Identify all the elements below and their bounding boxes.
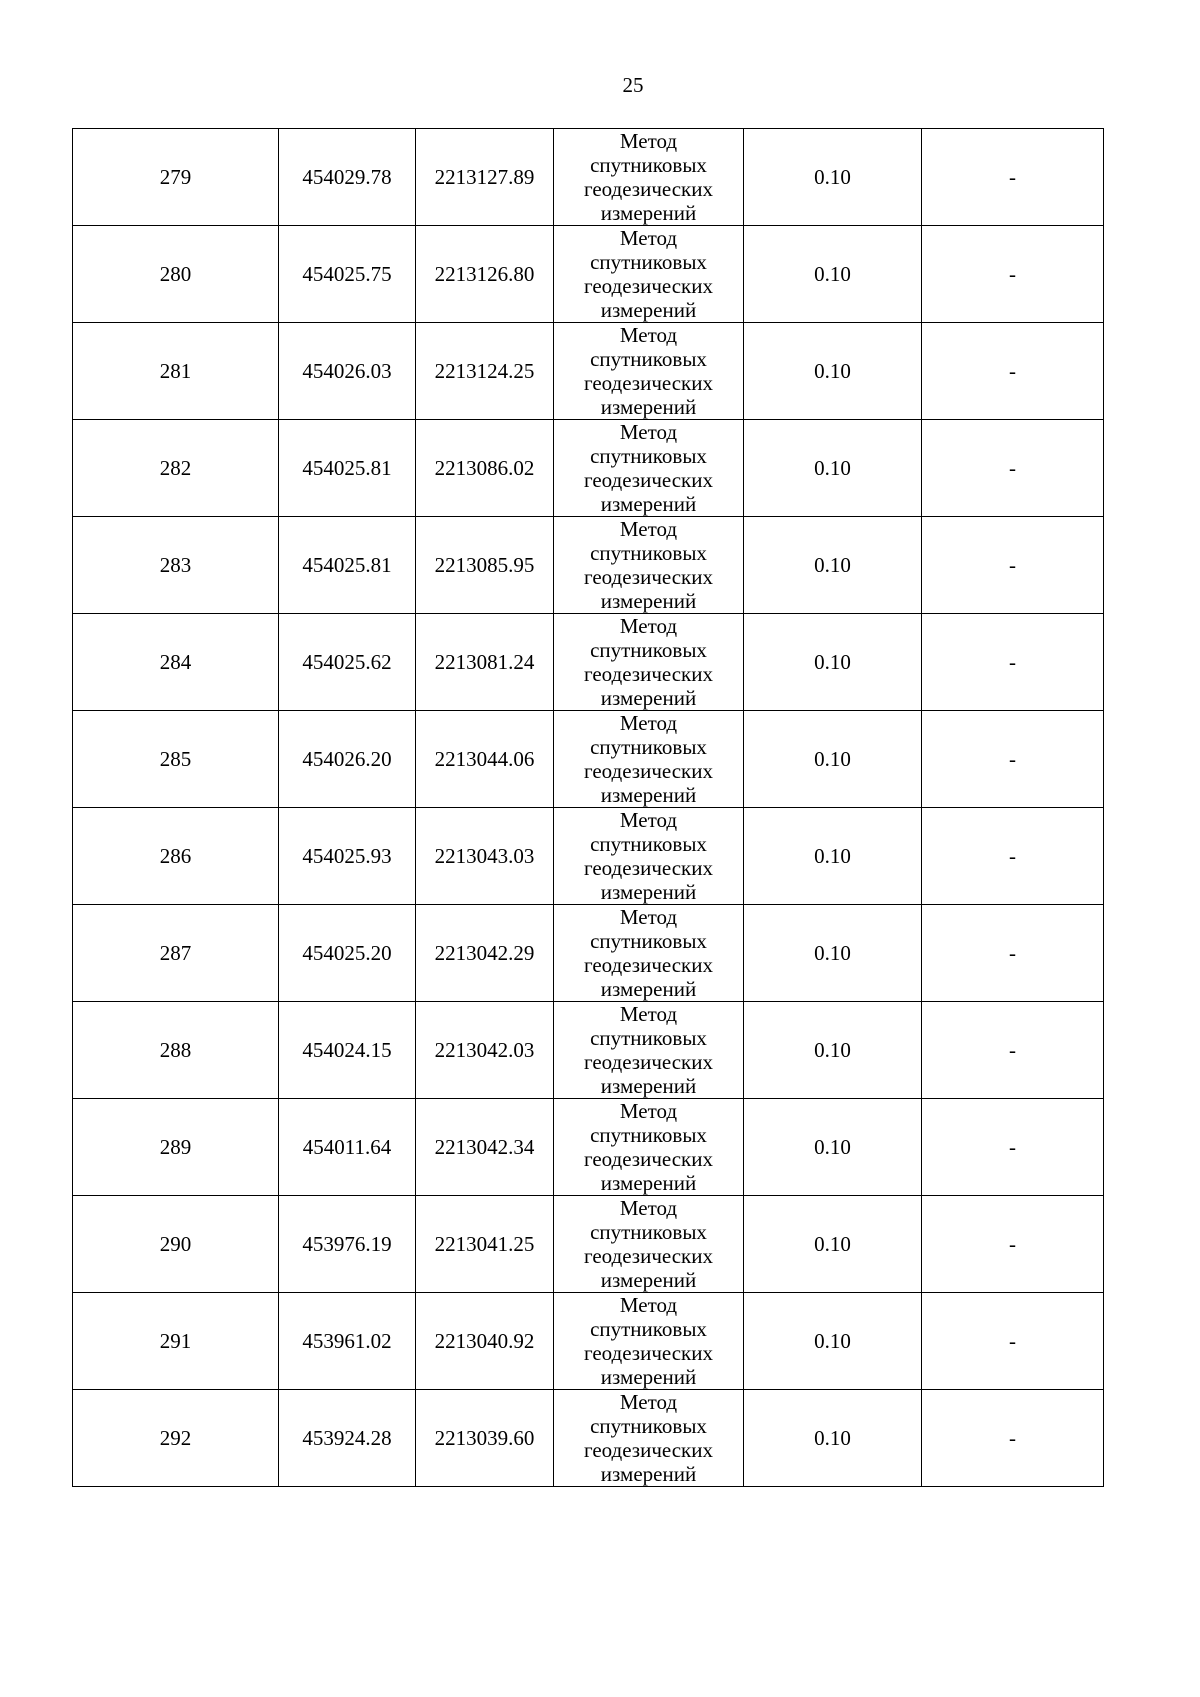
point-number-cell: 291 [73,1293,279,1390]
point-number-cell: 288 [73,1002,279,1099]
point-number-cell: 283 [73,517,279,614]
accuracy-cell: 0.10 [744,614,922,711]
method-cell [554,1002,744,1099]
method-cell [554,808,744,905]
point-number-cell: 285 [73,711,279,808]
coordinates-table [72,128,1104,1487]
method-line: Метод [619,1196,678,1220]
accuracy-cell: 0.10 [744,905,922,1002]
note-cell: - [922,711,1104,808]
note-cell: - [922,1390,1104,1487]
page-number: 25 [622,73,644,97]
method-cell [554,711,744,808]
method-line: геодезических [583,1438,713,1462]
table-row [73,808,1104,905]
point-number-cell: 289 [73,1099,279,1196]
x-coordinate-cell: 454011.64 [279,1099,416,1196]
accuracy-cell: 0.10 [744,129,922,226]
method-line: измерений [600,589,697,613]
table-row [73,517,1104,614]
method-line: геодезических [583,759,713,783]
accuracy-cell: 0.10 [744,1293,922,1390]
point-number-cell: 281 [73,323,279,420]
table-row [73,905,1104,1002]
y-coordinate-cell: 2213042.03 [416,1002,554,1099]
method-line: Метод [619,1390,678,1414]
method-line: геодезических [583,565,713,589]
note-cell: - [922,226,1104,323]
y-coordinate-cell: 2213086.02 [416,420,554,517]
method-line: измерений [600,880,697,904]
x-coordinate-cell: 453924.28 [279,1390,416,1487]
method-line: спутниковых [590,1414,707,1438]
table-row [73,1002,1104,1099]
method-line: измерений [600,977,697,1001]
method-line: Метод [619,1002,678,1026]
x-coordinate-cell: 454025.75 [279,226,416,323]
y-coordinate-cell: 2213126.80 [416,226,554,323]
accuracy-cell: 0.10 [744,1390,922,1487]
method-line: измерений [600,395,697,419]
method-line: Метод [619,420,678,444]
method-line: измерений [600,1365,697,1389]
note-cell: - [922,614,1104,711]
method-line: геодезических [583,1341,713,1365]
method-line: спутниковых [590,1317,707,1341]
method-line: Метод [619,517,678,541]
method-line: измерений [600,783,697,807]
method-line: измерений [600,298,697,322]
y-coordinate-cell: 2213085.95 [416,517,554,614]
y-coordinate-cell: 2213081.24 [416,614,554,711]
y-coordinate-cell: 2213127.89 [416,129,554,226]
method-line: спутниковых [590,250,707,274]
note-cell: - [922,1196,1104,1293]
point-number-cell: 286 [73,808,279,905]
y-coordinate-cell: 2213042.34 [416,1099,554,1196]
method-line: геодезических [583,371,713,395]
method-line: геодезических [583,856,713,880]
method-line: измерений [600,1268,697,1292]
method-line: измерений [600,492,697,516]
method-line: спутниковых [590,444,707,468]
method-line: геодезических [583,177,713,201]
method-line: Метод [619,711,678,735]
method-line: измерений [600,201,697,225]
x-coordinate-cell: 454025.81 [279,420,416,517]
note-cell: - [922,420,1104,517]
point-number-cell: 284 [73,614,279,711]
note-cell: - [922,129,1104,226]
accuracy-cell: 0.10 [744,323,922,420]
x-coordinate-cell: 454025.93 [279,808,416,905]
method-line: Метод [619,614,678,638]
method-line: Метод [619,129,678,153]
point-number-cell: 292 [73,1390,279,1487]
method-cell [554,226,744,323]
table-row [73,129,1104,226]
method-line: спутниковых [590,1026,707,1050]
accuracy-cell: 0.10 [744,226,922,323]
accuracy-cell: 0.10 [744,1099,922,1196]
method-cell [554,323,744,420]
x-coordinate-cell: 454026.03 [279,323,416,420]
point-number-cell: 279 [73,129,279,226]
y-coordinate-cell: 2213124.25 [416,323,554,420]
x-coordinate-cell: 453961.02 [279,1293,416,1390]
x-coordinate-cell: 454025.81 [279,517,416,614]
note-cell: - [922,323,1104,420]
method-line: спутниковых [590,735,707,759]
method-line: спутниковых [590,1220,707,1244]
method-line: геодезических [583,953,713,977]
method-line: Метод [619,226,678,250]
point-number-cell: 280 [73,226,279,323]
method-line: геодезических [583,274,713,298]
method-line: спутниковых [590,153,707,177]
y-coordinate-cell: 2213040.92 [416,1293,554,1390]
note-cell: - [922,1293,1104,1390]
method-cell [554,905,744,1002]
point-number-cell: 287 [73,905,279,1002]
note-cell: - [922,808,1104,905]
method-cell [554,1099,744,1196]
method-cell [554,420,744,517]
method-line: Метод [619,905,678,929]
table-row [73,1196,1104,1293]
method-cell [554,517,744,614]
table-row [73,1293,1104,1390]
method-line: Метод [619,323,678,347]
y-coordinate-cell: 2213044.06 [416,711,554,808]
method-cell [554,614,744,711]
y-coordinate-cell: 2213039.60 [416,1390,554,1487]
method-cell [554,129,744,226]
method-line: геодезических [583,468,713,492]
accuracy-cell: 0.10 [744,1196,922,1293]
accuracy-cell: 0.10 [744,711,922,808]
accuracy-cell: 0.10 [744,1002,922,1099]
x-coordinate-cell: 454029.78 [279,129,416,226]
method-line: спутниковых [590,929,707,953]
y-coordinate-cell: 2213041.25 [416,1196,554,1293]
table-row [73,1099,1104,1196]
x-coordinate-cell: 454025.20 [279,905,416,1002]
method-line: измерений [600,1074,697,1098]
table-row [73,226,1104,323]
method-line: геодезических [583,1147,713,1171]
table-body [73,129,1104,1487]
note-cell: - [922,1002,1104,1099]
method-cell [554,1293,744,1390]
method-cell [554,1390,744,1487]
method-line: измерений [600,686,697,710]
accuracy-cell: 0.10 [744,808,922,905]
table-row [73,420,1104,517]
method-line: геодезических [583,1244,713,1268]
method-line: геодезических [583,1050,713,1074]
method-line: измерений [600,1171,697,1195]
table-row [73,711,1104,808]
x-coordinate-cell: 454024.15 [279,1002,416,1099]
point-number-cell: 282 [73,420,279,517]
method-line: спутниковых [590,638,707,662]
accuracy-cell: 0.10 [744,420,922,517]
method-line: спутниковых [590,541,707,565]
point-number-cell: 290 [73,1196,279,1293]
table-row [73,1390,1104,1487]
y-coordinate-cell: 2213042.29 [416,905,554,1002]
note-cell: - [922,905,1104,1002]
note-cell: - [922,517,1104,614]
x-coordinate-cell: 453976.19 [279,1196,416,1293]
y-coordinate-cell: 2213043.03 [416,808,554,905]
method-line: спутниковых [590,1123,707,1147]
table-row [73,323,1104,420]
accuracy-cell: 0.10 [744,517,922,614]
x-coordinate-cell: 454025.62 [279,614,416,711]
table-row [73,614,1104,711]
method-line: геодезических [583,662,713,686]
note-cell: - [922,1099,1104,1196]
method-line: Метод [619,1293,678,1317]
x-coordinate-cell: 454026.20 [279,711,416,808]
method-line: Метод [619,808,678,832]
method-line: Метод [619,1099,678,1123]
method-line: измерений [600,1462,697,1486]
method-cell [554,1196,744,1293]
method-line: спутниковых [590,347,707,371]
method-line: спутниковых [590,832,707,856]
